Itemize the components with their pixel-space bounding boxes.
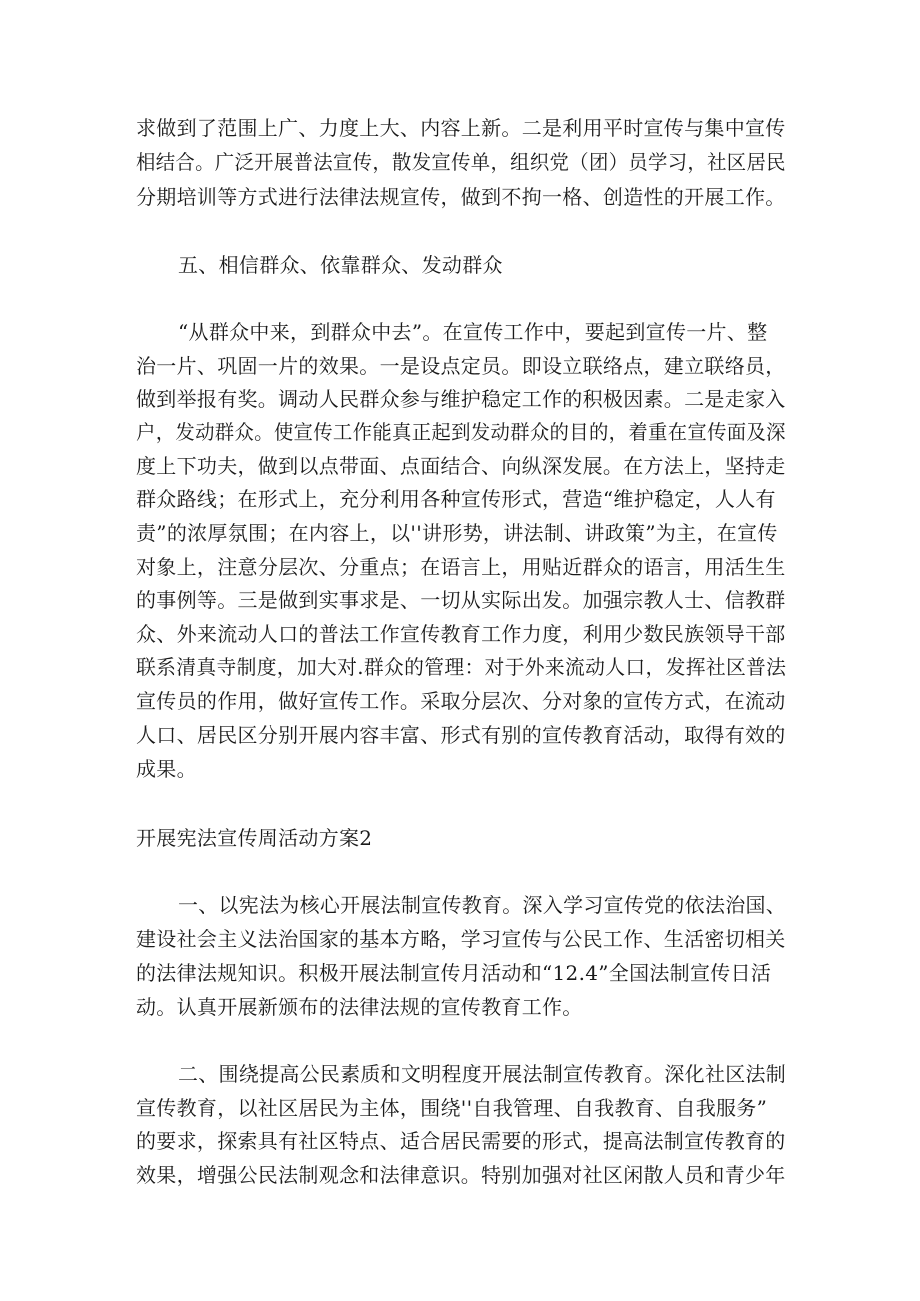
text-line: 的事例等。三是做到实事求是、一切从实际出发。加强宗教人士、信教群: [136, 588, 786, 612]
text-line: 联系清真寺制度，加大对.群众的管理：对于外来流动人口，发挥社区普法: [136, 655, 787, 679]
text-line: 户，发动群众。使宣传工作能真正起到发动群众的目的，着重在宣传面及深: [136, 420, 786, 444]
text-line: 一、以宪法为核心开展法制宣传教育。深入学习宣传党的依法治国、: [178, 893, 787, 917]
text-line: 度上下功夫，做到以点带面、点面结合、向纵深发展。在方法上，坚持走: [136, 454, 786, 478]
section-title: 开展宪法宣传周活动方案2: [136, 826, 373, 850]
text-line: 求做到了范围上广、力度上大、内容上新。二是利用平时宣传与集中宣传: [136, 116, 786, 140]
text-line: “从群众中来，到群众中去”。在宣传工作中，要起到宣传一片、整: [178, 320, 768, 344]
text-line: 责”的浓厚氛围；在内容上，以''讲形势，讲法制、讲政策”为主，在宣传: [136, 521, 778, 545]
text-line: 治一片、巩固一片的效果。一是设点定员。即设立联络点，建立联络员，: [136, 354, 786, 378]
text-line: 对象上，注意分层次、分重点；在语言上，用贴近群众的语言，用活生生: [136, 555, 786, 579]
text-line: 宣传员的作用，做好宣传工作。采取分层次、分对象的宣传方式，在流动: [136, 689, 786, 713]
text-line: 的要求，探索具有社区特点、适合居民需要的形式，提高法制宣传教育的: [136, 1129, 786, 1153]
text-line: 分期培训等方式进行法律法规宣传，做到不拘一格、创造性的开展工作。: [136, 185, 786, 209]
text-line: 相结合。广泛开展普法宣传，散发宣传单，组织党（团）员学习，社区居民: [136, 150, 786, 174]
text-line: 人口、居民区分别开展内容丰富、形式有别的宣传教育活动，取得有效的: [136, 723, 786, 747]
text-line: 建设社会主义法治国家的基本方略，学习宣传与公民工作、生活密切相关: [136, 927, 786, 951]
text-line: 群众路线；在形式上，充分利用各种宣传形式，营造“维护稳定，人人有: [136, 487, 776, 511]
text-line: 动。认真开展新颁布的法律法规的宣传教育工作。: [136, 995, 583, 1019]
text-line: 宣传教育，以社区居民为主体，围绕''自我管理、自我教育、自我服务”: [136, 1096, 768, 1120]
text-line: 成果。: [136, 757, 197, 781]
text-line: 的法律法规知识。积极开展法制宣传月活动和“12.4”全国法制宣传日活: [136, 961, 772, 985]
text-line: 二、围绕提高公民素质和文明程度开展法制宣传教育。深化社区法制: [178, 1062, 787, 1086]
section-heading: 五、相信群众、依靠群众、发动群众: [178, 253, 503, 277]
text-line: 众、外来流动人口的普法工作宣传教育工作力度，利用少数民族领导干部: [136, 622, 786, 646]
text-line: 效果，增强公民法制观念和法律意识。特别加强对社区闲散人员和青少年: [136, 1163, 786, 1187]
text-line: 做到举报有奖。调动人民群众参与维护稳定工作的积极因素。二是走家入: [136, 387, 786, 411]
